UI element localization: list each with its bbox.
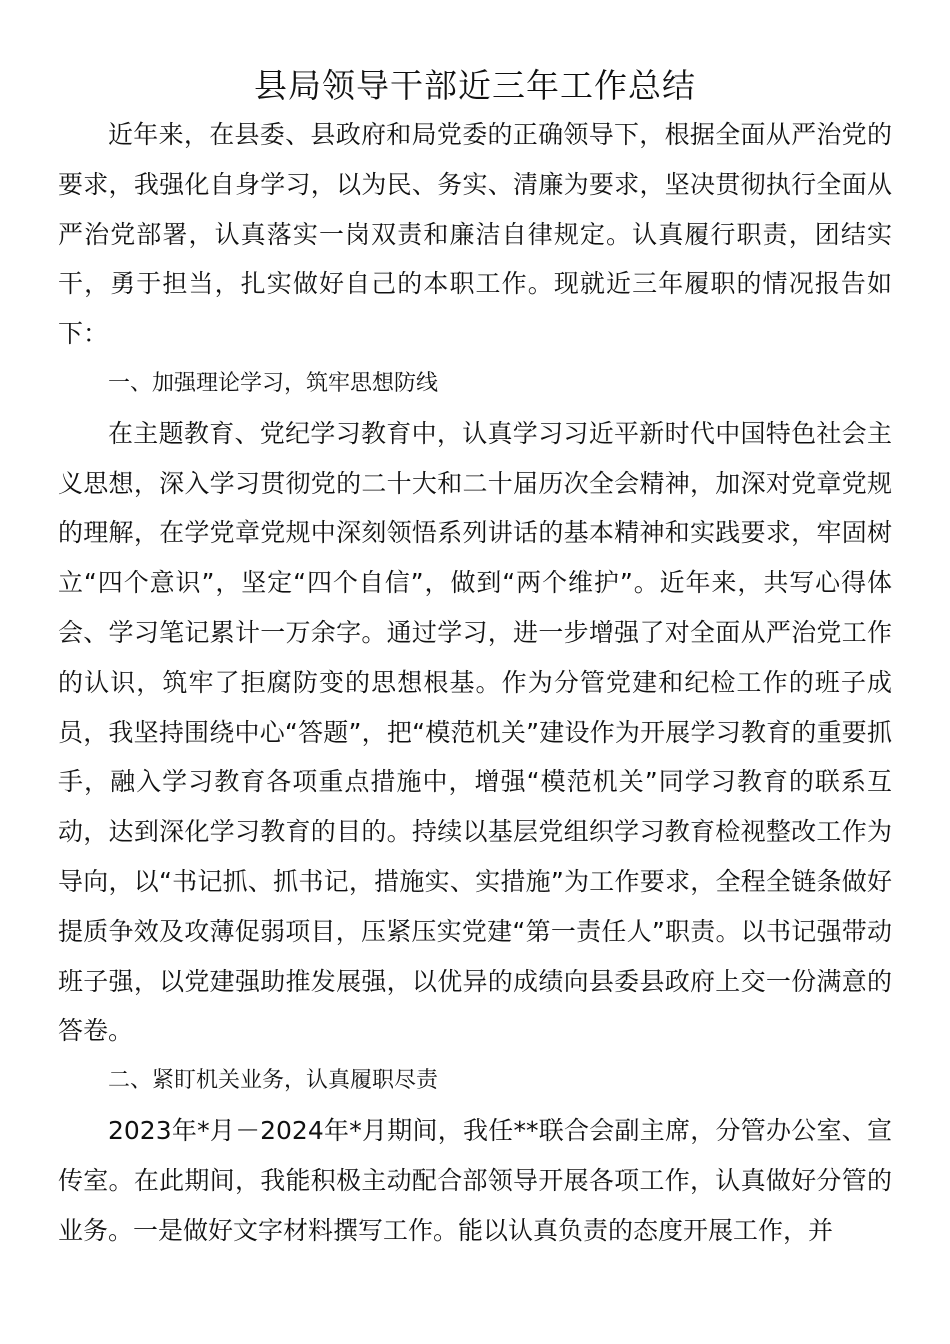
- intro-paragraph: 近年来，在县委、县政府和局党委的正确领导下，根据全面从严治党的要求，我强化自身学习，以为民、务实、清廉为要求，坚决贯彻执行全面从严治党部署，认真落实一岗双责和廉洁自律规定。认真履行职责，团结实干，勇于担当，扎实做好自己的本职工作。现就近三年履职的情况报告如下：: [58, 120, 892, 349]
- document-title: 县局领导干部近三年工作总结: [254, 66, 696, 105]
- section-2-paragraph: 2023年*月－2024年*月期间，我任**联合会副主席，分管办公室、宣传室。在此期间，我能积极主动配合部领导开展各项工作，认真做好分管的业务。一是做好文字材料撰写工作。能以认真负责的态度开展工作，并: [58, 1115, 892, 1245]
- section-1-heading: 一、加强理论学习，筑牢思想防线: [108, 370, 439, 396]
- document-page: [58, 62, 892, 1255]
- section-1-paragraph: 在主题教育、党纪学习教育中，认真学习习近平新时代中国特色社会主义思想，深入学习贯彻党的二十大和二十届历次全会精神，加深对党章党规的理解，在学党章党规中深刻领悟系列讲话的基本精神和实践要求，牢固树立“四个意识”，坚定“四个自信”，做到“两个维护”。近年来，共写心得体会、学习笔记累计一万余字。通过学习，进一步增强了对全面从严治党工作的认识，筑牢了拒腐防变的思想根基。作为分管党建和纪检工作的班子成员，我坚持围绕中心“答题”，把“模范机关”建设作为开展学习教育的重要抓手，融入学习教育各项重点措施中，增强“模范机关”同学习教育的联系互动，达到深化学习教育的目的。持续以基层党组织学习教育检视整改工作为导向，以“书记抓、抓书记，措施实、实措施”为工作要求，全程全链条做好提质争效及攻薄促弱项目，压紧压实党建“第一责任人”职责。以书记强带动班子强，以党建强助推发展强，以优异的成绩向县委县政府上交一份满意的答卷。: [58, 418, 892, 1046]
- section-2-heading: 二、紧盯机关业务，认真履职尽责: [108, 1068, 439, 1094]
